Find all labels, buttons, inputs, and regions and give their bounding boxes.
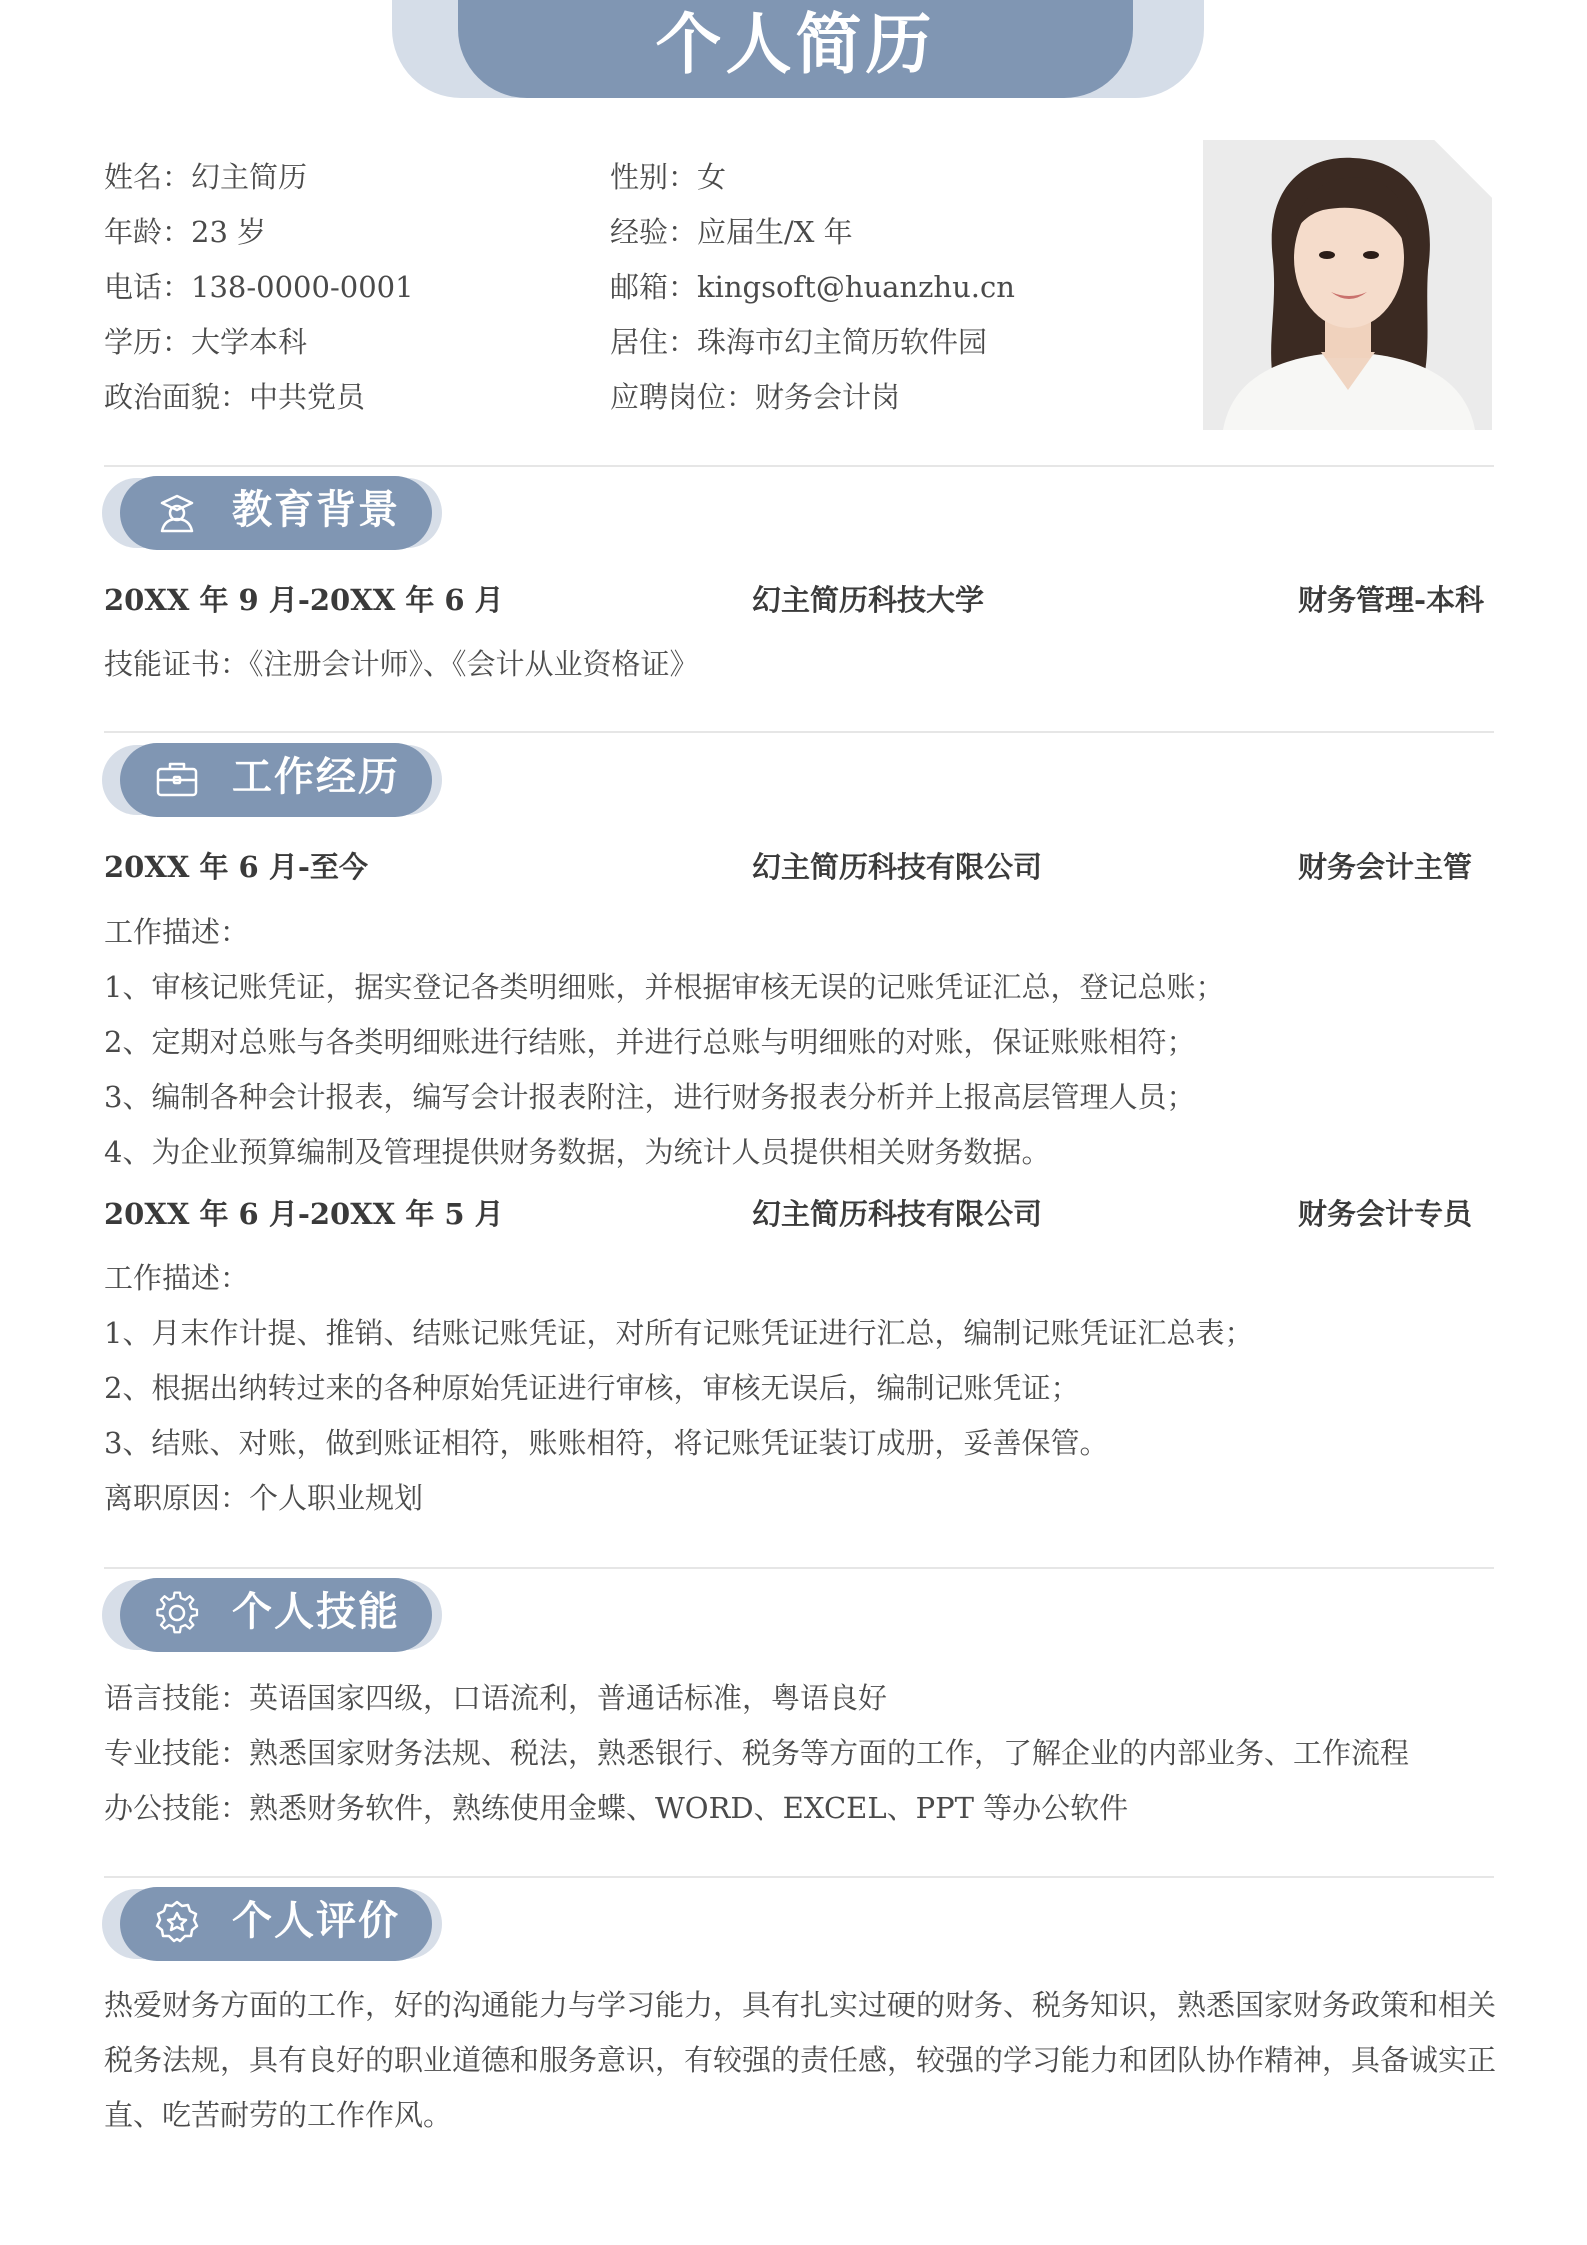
work-desc-label: 工作描述：: [104, 915, 250, 949]
edu-school: 幻主简历科技大学: [752, 583, 985, 617]
info-name: 姓名：幻主简历: [104, 160, 308, 194]
info-gender: 性别：女: [610, 160, 727, 194]
skill-item: 办公技能：熟悉财务软件，熟练使用金蝶、WORD、EXCEL、PPT 等办公软件: [104, 1791, 1129, 1825]
info-experience: 经验：应届生/X 年: [610, 215, 853, 249]
edu-certificates: 技能证书：《注册会计师》、《会计从业资格证》: [104, 647, 699, 681]
work-desc-item: 1、审核记账凭证，据实登记各类明细账，并根据审核无误的记账凭证汇总，登记总账；: [104, 970, 1225, 1004]
info-education: 学历：大学本科: [104, 325, 308, 359]
info-age: 年龄：23 岁: [104, 215, 267, 249]
info-phone: 电话：138-0000-0001: [104, 270, 414, 304]
info-position: 应聘岗位：财务会计岗: [610, 380, 901, 414]
divider: [104, 1876, 1494, 1878]
skill-item: 语言技能：英语国家四级，口语流利，普通话标准，粤语良好: [104, 1681, 888, 1715]
briefcase-icon: [152, 754, 202, 804]
work-desc-item: 1、月末作计提、推销、结账记账凭证，对所有记账凭证进行汇总，编制记账凭证汇总表；: [104, 1316, 1254, 1350]
section-title-evaluation: 个人评价: [232, 1897, 400, 1944]
section-title-education: 教育背景: [232, 486, 400, 533]
work-desc-item: 3、编制各种会计报表，编写会计报表附注，进行财务报表分析并上报高层管理人员；: [104, 1080, 1196, 1114]
profile-photo: [1203, 140, 1492, 430]
section-title-work: 工作经历: [232, 753, 400, 800]
work-desc-item: 3、结账、对账，做到账证相符，账账相符，将记账凭证装订成册，妥善保管。: [104, 1426, 1109, 1460]
divider: [104, 1567, 1494, 1569]
work-leave-reason: 离职原因：个人职业规划: [104, 1481, 424, 1515]
graduate-icon: [152, 487, 202, 537]
work-role: 财务会计专员: [1298, 1197, 1473, 1231]
section-title-skills: 个人技能: [232, 1588, 400, 1635]
gear-icon: [152, 1589, 202, 1639]
info-residence: 居住：珠海市幻主简历软件园: [610, 325, 988, 359]
divider: [104, 731, 1494, 733]
work-desc-label: 工作描述：: [104, 1261, 250, 1295]
evaluation-text: 热爱财务方面的工作，好的沟通能力与学习能力，具有扎实过硬的财务、税务知识，熟悉国家财务政策和相关税务法规，具有良好的职业道德和服务意识，有较强的责任感，较强的学习能力和团队协作精神，具备诚实正直、吃苦耐劳的工作作风。: [104, 1988, 1497, 2132]
work-period: 20XX 年 6 月-至今: [104, 850, 368, 884]
work-desc-item: 2、根据出纳转过来的各种原始凭证进行审核，审核无误后，编制记账凭证；: [104, 1371, 1080, 1405]
edu-period: 20XX 年 9 月-20XX 年 6 月: [104, 583, 504, 617]
work-role: 财务会计主管: [1298, 850, 1473, 884]
info-political: 政治面貌：中共党员: [104, 380, 366, 414]
info-email: 邮箱：kingsoft@huanzhu.cn: [610, 270, 1015, 304]
work-desc-item: 2、定期对总账与各类明细账进行结账，并进行总账与明细账的对账，保证账账相符；: [104, 1025, 1196, 1059]
work-company: 幻主简历科技有限公司: [752, 1197, 1043, 1231]
award-icon: [152, 1898, 202, 1948]
edu-major: 财务管理-本科: [1298, 583, 1485, 617]
work-period: 20XX 年 6 月-20XX 年 5 月: [104, 1197, 504, 1231]
divider: [104, 465, 1494, 467]
page-title: 个人简历: [655, 5, 936, 83]
work-desc-item: 4、为企业预算编制及管理提供财务数据，为统计人员提供相关财务数据。: [104, 1135, 1051, 1169]
skill-item: 专业技能：熟悉国家财务法规、税法，熟悉银行、税务等方面的工作，了解企业的内部业务、工作流程: [104, 1736, 1410, 1770]
work-company: 幻主简历科技有限公司: [752, 850, 1043, 884]
